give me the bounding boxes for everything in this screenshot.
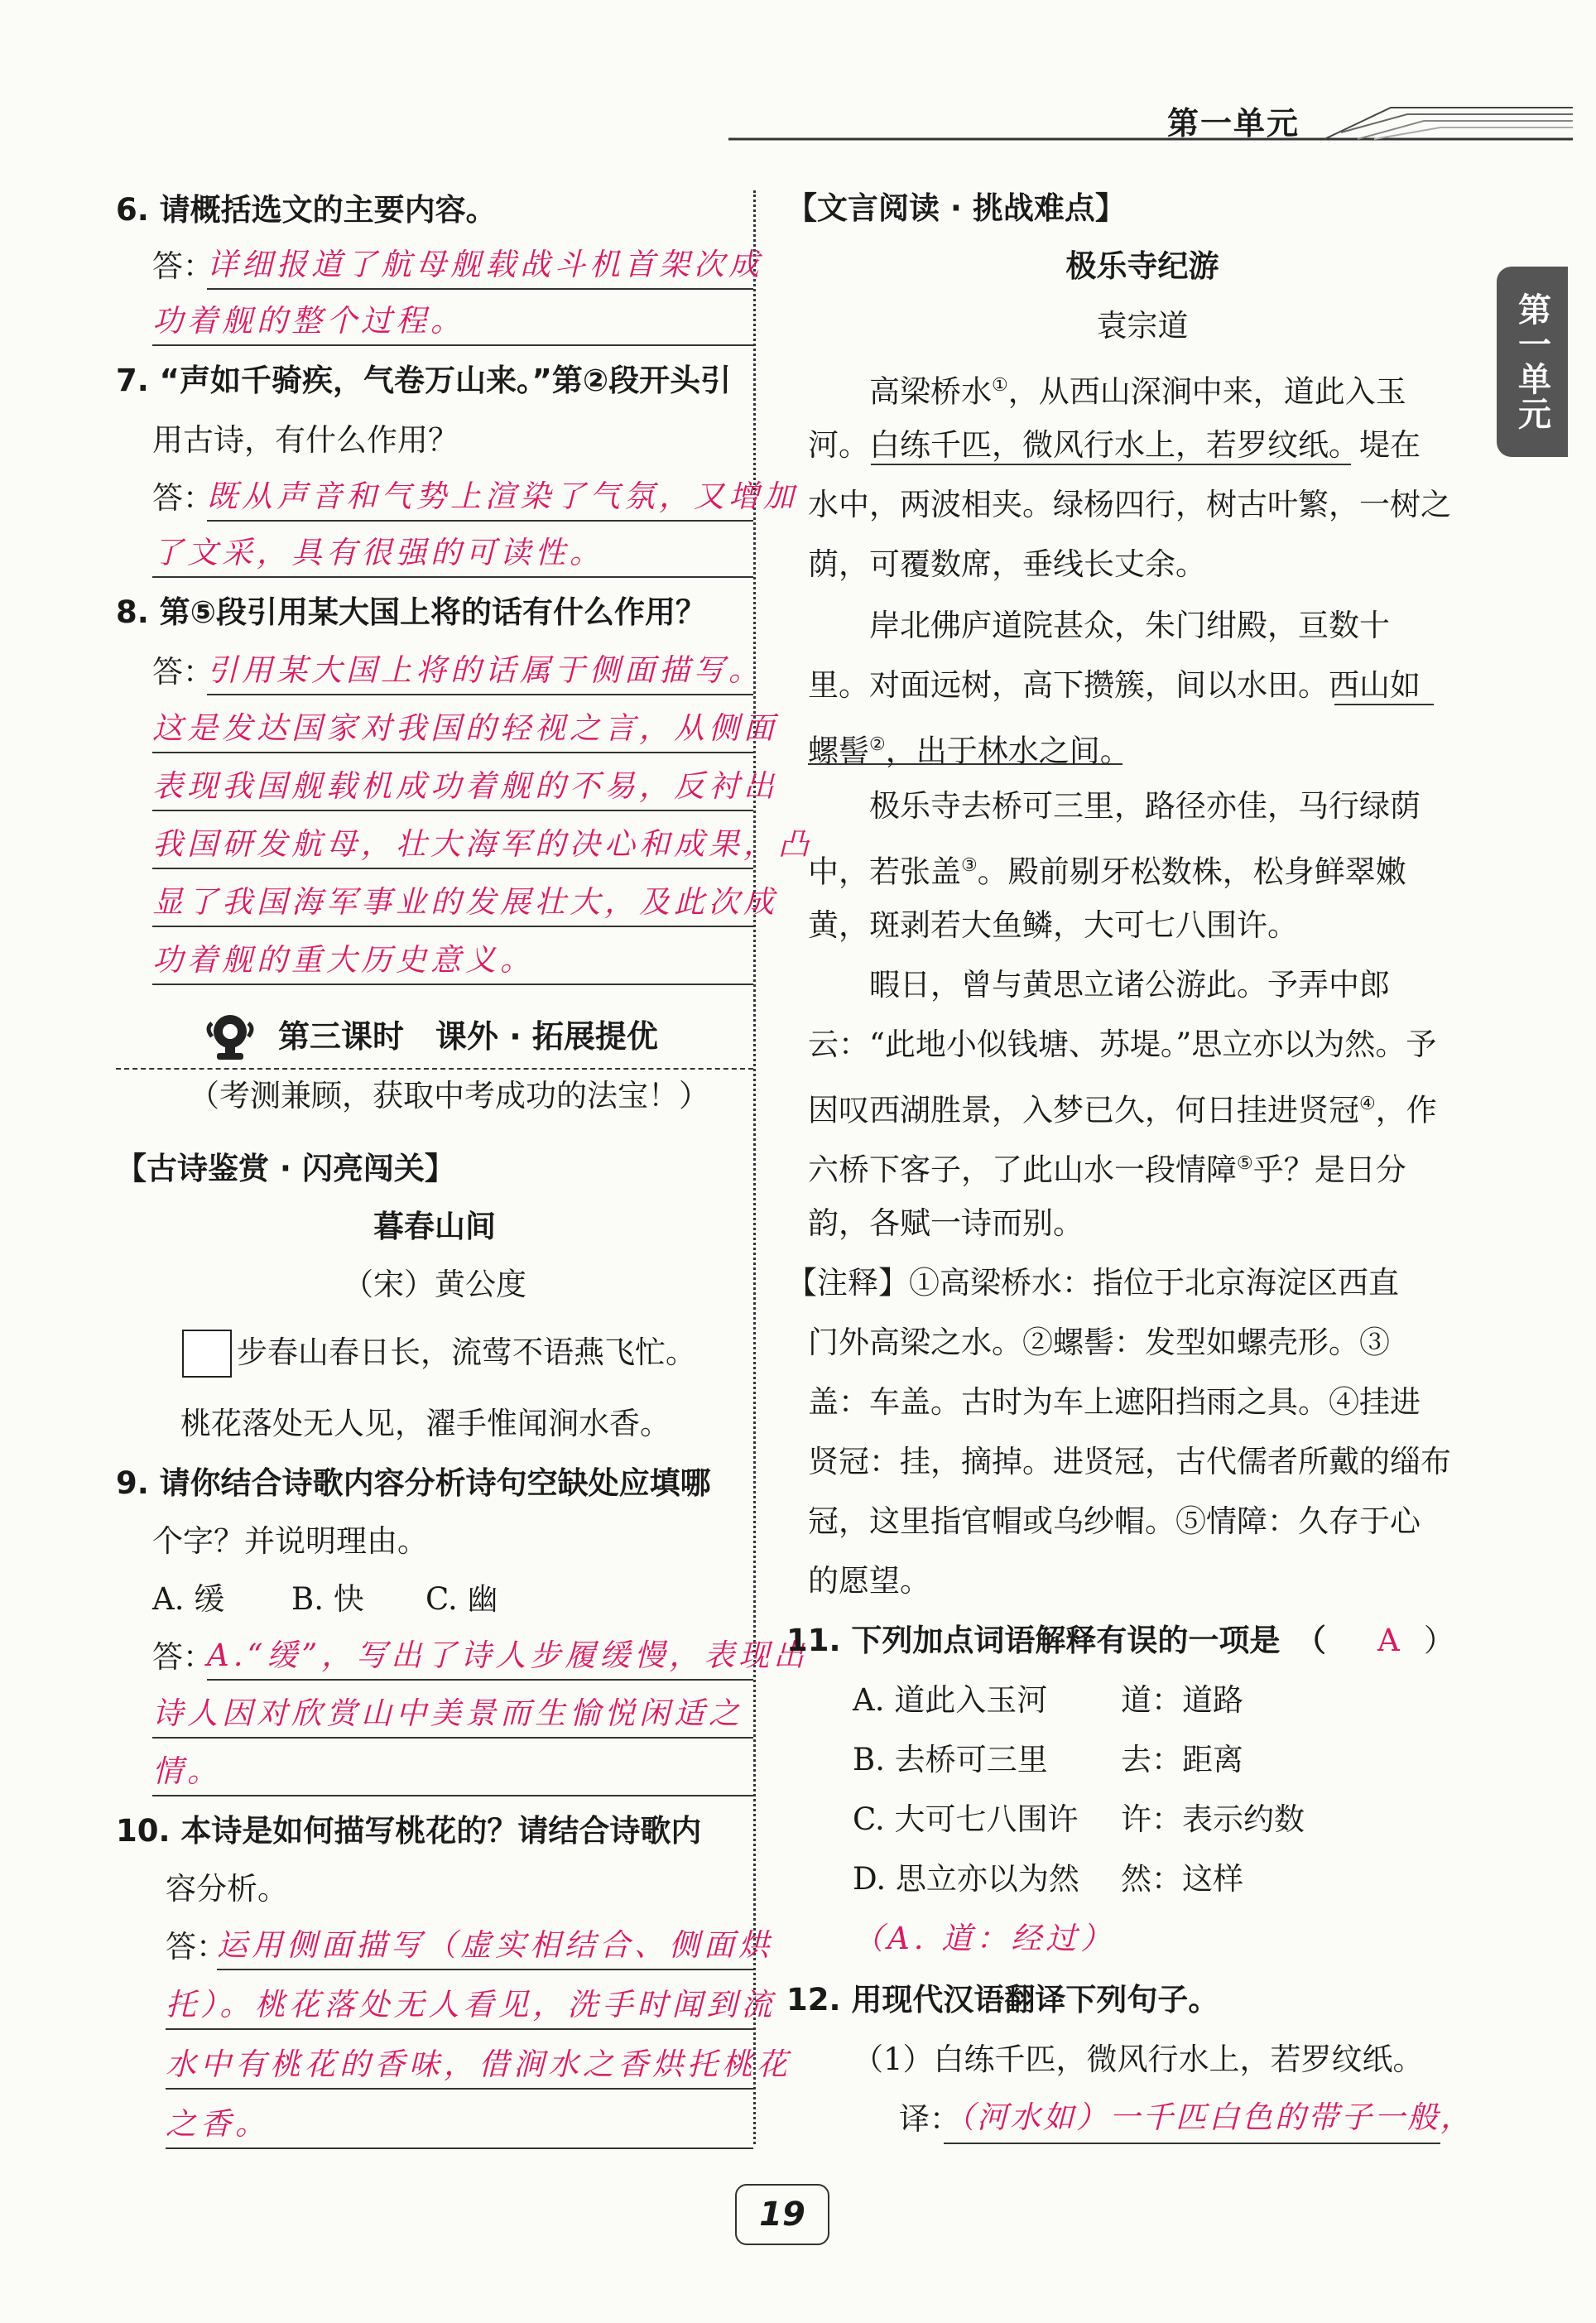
- answer-line: [166, 2147, 753, 2149]
- page-number: 19: [735, 2184, 829, 2245]
- q11-option-d-gloss: 然：这样: [1121, 1861, 1243, 1897]
- notes-line3: 盖：车盖。古时为车上遮阳挡雨之具。④挂进: [808, 1384, 1421, 1420]
- answer-label: 答：: [166, 1929, 227, 1965]
- essay-p2-line1: 岸北佛庐道院甚众，朱门绀殿，亘数十: [869, 608, 1390, 643]
- answer-7-line1: 既从声音和气势上渲染了气氛，又增加: [207, 479, 798, 514]
- answer-6-line2: 功着舰的整个过程。: [152, 303, 465, 339]
- question-12-sentence-1: （1）白练千匹，微风行水上，若罗纹纸。: [853, 2042, 1424, 2077]
- answer-line: [207, 1679, 753, 1681]
- q11-option-a: A. 道此入玉河: [853, 1682, 1048, 1718]
- answer-line: [217, 1969, 753, 1970]
- answer-7-line2: 了文采，具有很强的可读性。: [152, 535, 604, 570]
- question-9-line2: 个字？并说明理由。: [152, 1523, 428, 1559]
- essay-p2-line2: 里。对面远树，高下攒簇，间以水田。西山如: [808, 667, 1421, 703]
- q11-option-c-gloss: 许：表示约数: [1121, 1801, 1305, 1837]
- essay-p1-line2: 河。白练千匹，微风行水上，若罗纹纸。堤在: [808, 427, 1421, 463]
- question-7-line2: 用古诗，有什么作用？: [152, 422, 459, 458]
- answer-label: 答：: [152, 480, 214, 516]
- question-10-line2: 容分析。: [166, 1871, 288, 1907]
- essay-p4-line3: 因叹西湖胜景，入梦已久，何日挂进贤冠④，作: [808, 1092, 1437, 1128]
- essay-p2-line3: 螺髻②，出于林水之间。: [808, 733, 1131, 769]
- answer-8-line6: 功着舰的重大历史意义。: [152, 942, 535, 978]
- q11-option-d: D. 思立亦以为然: [853, 1861, 1079, 1897]
- answer-label: 答：: [152, 248, 214, 284]
- essay-p3-line2: 中，若张盖③。殿前剔牙松数株，松身鲜翠嫩: [808, 854, 1406, 890]
- answer-11-note: （A. 道：经过）: [853, 1921, 1116, 1956]
- answer-line: [152, 984, 753, 985]
- question-10-line1: 10. 本诗是如何描写桃花的？请结合诗歌内: [116, 1813, 702, 1849]
- question-11: 11. 下列加点词语解释有误的一项是 （: [786, 1623, 1326, 1658]
- poem-line-1: 步春山春日长，流莺不语燕飞忙。: [237, 1335, 696, 1370]
- q11-option-b-gloss: 去：距离: [1121, 1742, 1243, 1777]
- answer-10-line3: 水中有桃花的香味，借涧水之香烘托桃花: [166, 2046, 791, 2082]
- answer-9-line3: 情。: [152, 1753, 222, 1789]
- answer-label: 答：: [152, 1639, 214, 1675]
- answer-8-line3: 表现我国舰载机成功着舰的不易，反衬出: [152, 768, 778, 804]
- essay-p4-line5: 韵，各赋一诗而别。: [808, 1205, 1084, 1241]
- essay-title: 极乐寺纪游: [1065, 248, 1219, 284]
- q11-option-b: B. 去桥可三里: [853, 1742, 1048, 1777]
- answer-line: [152, 810, 753, 811]
- answer-line: [166, 2028, 753, 2030]
- answer-line: [166, 2088, 753, 2090]
- essay-p1-line3: 水中，两波相夹。绿杨四行，树古叶繁，一树之: [808, 487, 1451, 522]
- essay-p1-line1: 高梁桥水①，从西山深涧中来，道此入玉: [869, 373, 1406, 410]
- poem-title: 暮春山间: [373, 1209, 496, 1244]
- option-c: C. 幽: [425, 1581, 498, 1617]
- classical-section-heading: 【文言阅读 · 挑战难点】: [786, 190, 1126, 226]
- question-7-line1: 7. “声如千骑疾，气卷万山来。”第②段开头引: [116, 363, 732, 398]
- poem-section-heading: 【古诗鉴赏 · 闪亮闯关】: [116, 1151, 455, 1186]
- q11-option-c: C. 大可七八围许: [853, 1801, 1079, 1837]
- answer-line: [152, 868, 753, 869]
- essay-p4-line1: 暇日，曾与黄思立诸公游此。予弄中郎: [869, 967, 1390, 1003]
- answer-line: [152, 926, 753, 927]
- essay-underline: [871, 464, 1351, 465]
- essay-p4-line2: 云：“此地小似钱塘、苏堤。”思立亦以为然。予: [808, 1027, 1437, 1062]
- answer-line: [152, 1737, 753, 1739]
- answer-10-line4: 之香。: [166, 2106, 270, 2142]
- answer-9-line2: 诗人因对欣赏山中美景而生愉悦闲适之: [152, 1695, 743, 1731]
- answer-line: [152, 1795, 753, 1796]
- unit-title: 第一单元: [1167, 105, 1300, 142]
- unit-side-tab[interactable]: 第一单元: [1497, 267, 1568, 457]
- answer-line: [944, 2143, 1440, 2144]
- question-8: 8. 第⑤段引用某大国上将的话有什么作用？: [116, 594, 707, 630]
- answer-line: [152, 344, 753, 346]
- header-decoration: [728, 75, 1573, 157]
- essay-p4-line4: 六桥下客子，了此山水一段情障⑤乎？是日分: [808, 1152, 1406, 1188]
- section-3-title: 第三课时 课外 · 拓展提优: [278, 1018, 658, 1055]
- trophy-icon: [204, 1012, 257, 1061]
- question-9-line1: 9. 请你结合诗歌内容分析诗句空缺处应填哪: [116, 1465, 711, 1501]
- answer-line: [152, 752, 753, 753]
- answer-11: A: [1377, 1623, 1404, 1658]
- answer-line: [207, 694, 753, 695]
- section-divider: [116, 1068, 753, 1070]
- notes-line6: 的愿望。: [808, 1563, 930, 1599]
- answer-line: [152, 576, 753, 578]
- answer-line: [207, 288, 753, 290]
- section-3-subtitle: （考测兼顾，获取中考成功的法宝！）: [189, 1078, 709, 1113]
- notes-line5: 冠，这里指官帽或乌纱帽。⑤情障：久存于心: [808, 1503, 1421, 1539]
- question-12: 12. 用现代汉语翻译下列句子。: [786, 1982, 1219, 2018]
- answer-9-line1: A.“缓”，写出了诗人步履缓慢，表现出: [207, 1638, 809, 1673]
- question-6: 6. 请概括选文的主要内容。: [116, 192, 497, 228]
- translation-1: （河水如）一千匹白色的带子一般，: [944, 2099, 1473, 2135]
- blank-box: [182, 1330, 232, 1378]
- answer-10-line1: 运用侧面描写（虚实相结合、侧面烘: [217, 1927, 773, 1963]
- essay-p3-line1: 极乐寺去桥可三里，路径亦佳，马行绿荫: [869, 788, 1421, 824]
- answer-line: [207, 520, 753, 522]
- essay-p1-line4: 荫，可覆数席，垂线长丈余。: [808, 546, 1206, 582]
- answer-8-line5: 显了我国海军事业的发展壮大，及此次成: [152, 884, 778, 920]
- notes-line4: 贤冠：挂，摘掉。进贤冠，古代儒者所戴的缁布: [808, 1444, 1451, 1479]
- poem-author: （宋）黄公度: [343, 1267, 526, 1302]
- answer-8-line4: 我国研发航母，壮大海军的决心和成果，凸: [152, 826, 813, 862]
- q11-option-a-gloss: 道：道路: [1121, 1682, 1243, 1718]
- essay-p3-line3: 黄，斑剥若大鱼鳞，大可七八围许。: [808, 907, 1298, 943]
- answer-6-line1: 详细报道了航母舰载战斗机首架次成: [207, 247, 763, 282]
- notes-line1: 【注释】①高梁桥水：指位于北京海淀区西直: [786, 1265, 1399, 1301]
- answer-label: 答：: [152, 654, 214, 690]
- essay-author: 袁宗道: [1096, 308, 1189, 344]
- answer-8-line2: 这是发达国家对我国的轻视之言，从侧面: [152, 710, 778, 746]
- notes-line2: 门外高梁之水。②螺髻：发型如螺壳形。③: [808, 1325, 1390, 1360]
- answer-10-line2: 托）。桃花落处无人看见，洗手时闻到流: [166, 1987, 776, 2022]
- question-11-close: ）: [1424, 1623, 1454, 1658]
- poem-line-2: 桃花落处无人见，濯手惟闻涧水香。: [180, 1406, 671, 1441]
- answer-8-line1: 引用某大国上将的话属于侧面描写。: [207, 652, 763, 688]
- option-b: B. 快: [291, 1581, 364, 1617]
- translation-label: 译：: [899, 2101, 960, 2137]
- option-a: A. 缓: [152, 1581, 225, 1617]
- essay-underline: [1334, 704, 1434, 705]
- essay-underline: [808, 763, 1122, 765]
